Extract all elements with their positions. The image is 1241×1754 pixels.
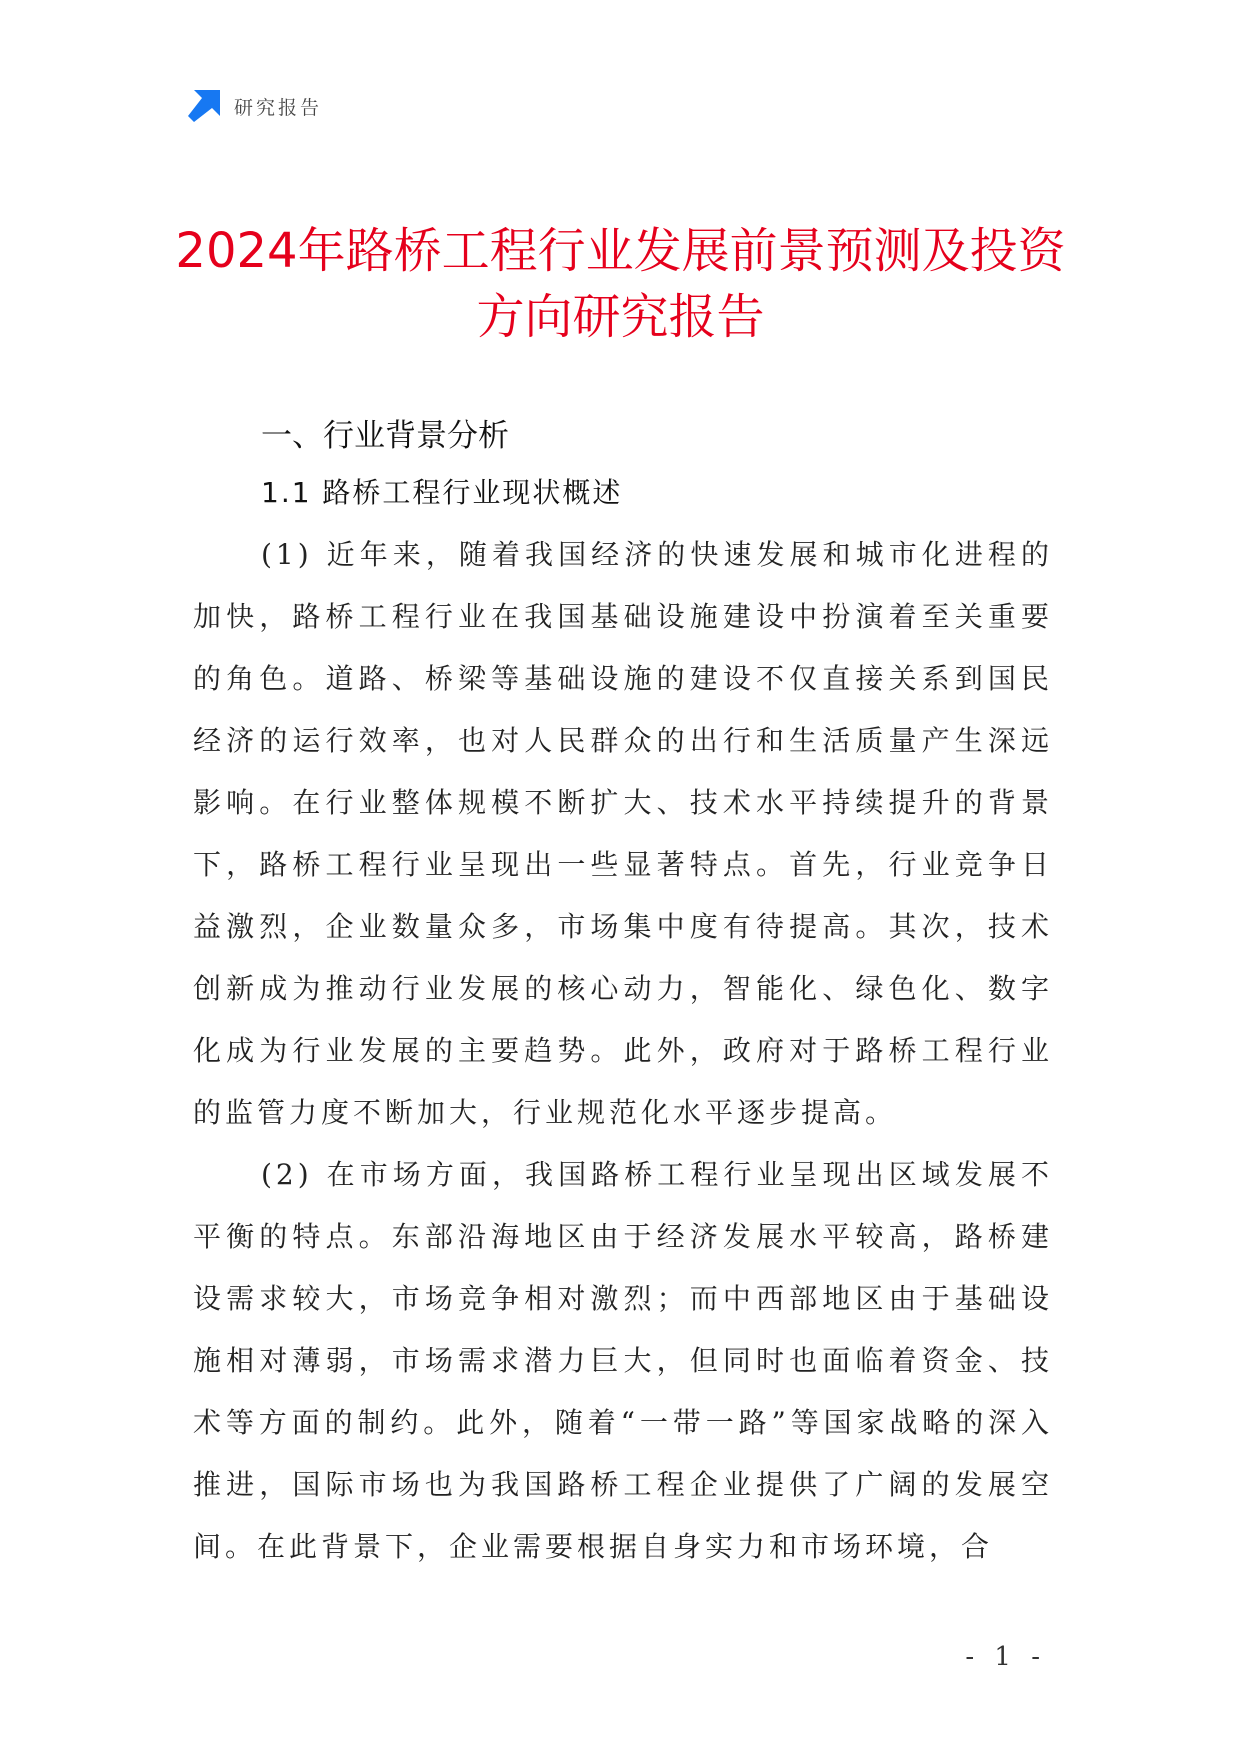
subsection-heading: 1.1 路桥工程行业现状概述 — [261, 476, 623, 509]
document-body — [193, 410, 1053, 1578]
arrow-up-right-logo-icon — [188, 90, 220, 122]
page-number: - 1 - — [965, 1642, 1046, 1672]
document-header — [188, 88, 322, 124]
title-line-2: 方向研究报告 — [476, 289, 765, 345]
title-line-1: 2024年路桥工程行业发展前景预测及投资 — [175, 223, 1066, 279]
header-label: 研究报告 — [234, 96, 323, 119]
paragraph-1: (1) 近年来，随着我国经济的快速发展和城市化进程的加快，路桥工程行业在我国基础设施建设中扮演着至关重要的角色。道路、桥梁等基础设施的建设不仅直接关系到国民经济的运行效率，也对人民群众的出行和生活质量产生深远影响。在行业整体规模不断扩大、技术水平持续提升的背景下，路桥工程行业呈现出一些显著特点。首先，行业竞争日益激烈，企业数量众多，市场集中度有待提高。其次，技术创新成为推动行业发展的核心动力，智能化、绿色化、数字化成为行业发展的主要趋势。此外，政府对于路桥工程行业的监管力度不断加大，行业规范化水平逐步提高。 — [193, 538, 1053, 1129]
paragraph-2: (2) 在市场方面，我国路桥工程行业呈现出区域发展不平衡的特点。东部沿海地区由于经济发展水平较高，路桥建设需求较大，市场竞争相对激烈；而中西部地区由于基础设施相对薄弱，市场需求潜力巨大，但同时也面临着资金、技术等方面的制约。此外，随着“一带一路”等国家战略的深入推进，国际市场也为我国路桥工程企业提供了广阔的发展空间。在此背景下，企业需要根据自身实力和市场环境，合 — [193, 1158, 1053, 1563]
document-title — [150, 218, 1091, 350]
section-heading: 一、行业背景分析 — [261, 418, 509, 454]
